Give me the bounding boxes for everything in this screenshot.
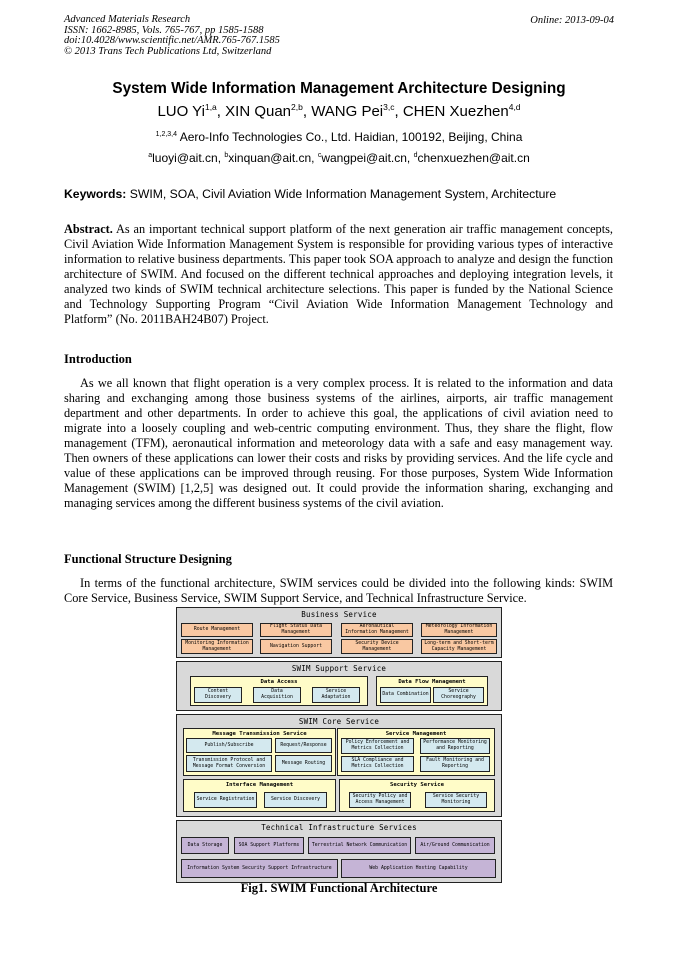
author-name: XIN Quan: [225, 103, 292, 120]
business-item: Security Device Management: [341, 639, 413, 654]
component-box: Performance Monitoring and Reporting: [420, 738, 490, 754]
swim-core-service-layer: [176, 714, 502, 817]
author-name: CHEN Xuezhen: [402, 103, 509, 120]
component-box: Publish/Subscribe: [186, 738, 272, 753]
keywords-label: Keywords:: [64, 187, 127, 201]
group-title: Service Management: [385, 730, 447, 737]
swim-support-service-layer: [176, 661, 502, 711]
group-title: Data Flow Management: [398, 678, 466, 685]
doi: doi:10.4028/www.scientific.net/AMR.765-767.1585: [64, 35, 280, 47]
component-box: Service Adaptation: [312, 687, 360, 703]
technical-infrastructure-layer: [176, 820, 502, 883]
layer-title: SWIM Support Service: [291, 664, 387, 673]
group-title: Data Access: [260, 678, 298, 685]
infra-item: Information System Security Support Infrastructure: [181, 859, 338, 878]
author-name: WANG Pei: [311, 103, 384, 120]
email-sup: c: [317, 152, 322, 159]
keywords: [64, 187, 556, 201]
component-box: Fault Monitoring and Reporting: [420, 756, 490, 772]
layer-title: SWIM Core Service: [298, 717, 380, 726]
group-title: Interface Management: [225, 781, 294, 788]
business-item: Aeronautical Information Management: [341, 623, 413, 637]
component-box: Transmission Protocol and Message Format Conversion: [186, 755, 272, 772]
infra-item: Air/Ground Communication: [415, 837, 495, 854]
email-sup: d: [413, 152, 418, 159]
group-title: Security Service: [390, 781, 444, 788]
infra-item: Data Storage: [181, 837, 229, 854]
issn: ISSN: 1662-8985, Vols. 765-767, pp 1585-1588: [64, 24, 264, 36]
section-heading-introduction: Introduction: [64, 352, 132, 366]
security-service-group: [339, 779, 495, 812]
author-sup: 1,a: [204, 102, 217, 112]
component-box: Security Policy and Access Management: [349, 792, 411, 808]
component-box: Content Discovery: [194, 687, 242, 703]
component-box: Data Acquisition: [253, 687, 301, 703]
layer-title: Business Service: [301, 610, 377, 619]
email-link[interactable]: wangpei@ait.cn: [321, 151, 407, 165]
abstract-label: Abstract.: [64, 222, 113, 236]
component-box: Data Combination: [380, 687, 431, 703]
component-box: Service Security Monitoring: [425, 792, 487, 808]
email-list: $^a$luoyi@ait.cn, $^b$xinquan@ait.cn, $^c$wangpei@ait.cn, $^d$chenxuezhen@ait.cn: [148, 151, 530, 165]
business-item: Route Management: [181, 623, 253, 637]
affiliation: [0, 130, 678, 144]
affiliation-text: Aero-Info Technologies Co., Ltd. Haidian, 100192, Beijing, China: [179, 130, 523, 144]
email-link[interactable]: xinquan@ait.cn: [228, 151, 312, 165]
group-title: Message Transmission Service: [212, 730, 307, 737]
business-item: Meteorology Information Management: [421, 623, 497, 637]
interface-management-group: [183, 779, 336, 812]
section-heading-functional-structure: Functional Structure Designing: [64, 552, 232, 566]
functional-structure-body: In terms of the functional architecture, SWIM services could be divided into the following kinds: SWIM Core Service, Business Service, SWIM Support Service, and Technical Infrastructure Service.: [64, 576, 613, 606]
online-date: Online: 2013-09-04: [530, 15, 614, 26]
data-access-group: [190, 676, 368, 706]
component-box: Policy Enforcement and Metrics Collection: [341, 738, 414, 754]
affiliation-sup: 1,2,3,4: [155, 131, 178, 138]
layer-title: Technical Infrastructure Services: [261, 823, 417, 832]
journal-name: Advanced Materials Research: [64, 14, 191, 25]
service-management-group: [337, 728, 495, 776]
business-item: Long-term and Short-term Capacity Management: [421, 639, 497, 654]
abstract-text: As an important technical support platform of the next generation air traffic management concepts, Civil Aviation Wide Information Management System is responsible for providing various types of interactive information to relative business departments. This paper took SOA approach to analyze and design the function architecture of SWIM. And focused on the different technical approaches and deploying integration levels, it analyzed two kinds of SWIM technical architecture selections. This paper is funded by the National Science and Technology Supporting Program “Civil Aviation Wide Information Management Technology and Platform” (No. 2011BAH24B07) Project.: [64, 222, 613, 327]
abstract: [64, 222, 613, 327]
figure-caption: Fig1. SWIM Functional Architecture: [240, 881, 438, 895]
component-box: Request/Response: [275, 738, 332, 753]
email-sup: b: [224, 152, 229, 159]
message-transmission-group: [183, 728, 336, 776]
author-sup: 3,c: [383, 102, 395, 112]
swim-architecture-figure: [176, 607, 502, 886]
infra-item: Web Application Hosting Capability: [341, 859, 496, 878]
business-item: Navigation Support: [260, 639, 332, 654]
business-item: Monitoring Information Management: [181, 639, 253, 654]
data-flow-management-group: [376, 676, 488, 706]
email-sup: a: [148, 152, 153, 159]
author-sup: 4,d: [508, 102, 521, 112]
keywords-text: SWIM, SOA, Civil Aviation Wide Information Management System, Architecture: [129, 187, 557, 201]
email-link[interactable]: luoyi@ait.cn: [152, 151, 218, 165]
paper-title: System Wide Information Management Architecture Designing: [112, 80, 566, 97]
email-link[interactable]: chenxuezhen@ait.cn: [417, 151, 530, 165]
component-box: Service Registration: [194, 792, 257, 808]
business-item: Flight Status Data Management: [260, 623, 332, 637]
component-box: SLA Compliance and Metrics Collection: [341, 756, 414, 772]
journal-header: [64, 15, 280, 57]
copyright: © 2013 Trans Tech Publications Ltd, Switzerland: [64, 45, 272, 57]
infra-item: SOA Support Platforms: [234, 837, 304, 854]
component-box: Service Discovery: [264, 792, 327, 808]
author-list: LUO Yi$^{1,a}$, XIN Quan$^{2,b}$, WANG Pei$^{3,c}$, CHEN Xuezhen$^{4,d}$: [157, 102, 521, 120]
business-service-layer: [176, 607, 502, 658]
component-box: Service Choreography: [433, 687, 484, 703]
author-sup: 2,b: [291, 102, 303, 112]
component-box: Message Routing: [275, 755, 332, 772]
infra-item: Terrestrial Network Communication: [308, 837, 411, 854]
introduction-body: As we all known that flight operation is a very complex process. It is related to the information and data sharing and exchanging among those business systems of the airlines, airports, air traffic management department and other departments. In order to achieve this goal, the applications of civil aviation need to migrate into a loosely coupling and web-centric computing environment. Thus, they share the flight, flow management (TFM), aeronautical information and meteorology data with a safe and easy management way. Then owners of these applications can lower their costs and risks by providing services. And the life cycle and value of these applications can be improved through reusing. For those purposes, System Wide Information Management (SWIM) [1,2,5] was designed out. It could provide the information sharing, exchanging and managing services among the different business systems of the civil aviation.: [64, 376, 613, 511]
author-name: LUO Yi: [157, 103, 205, 120]
